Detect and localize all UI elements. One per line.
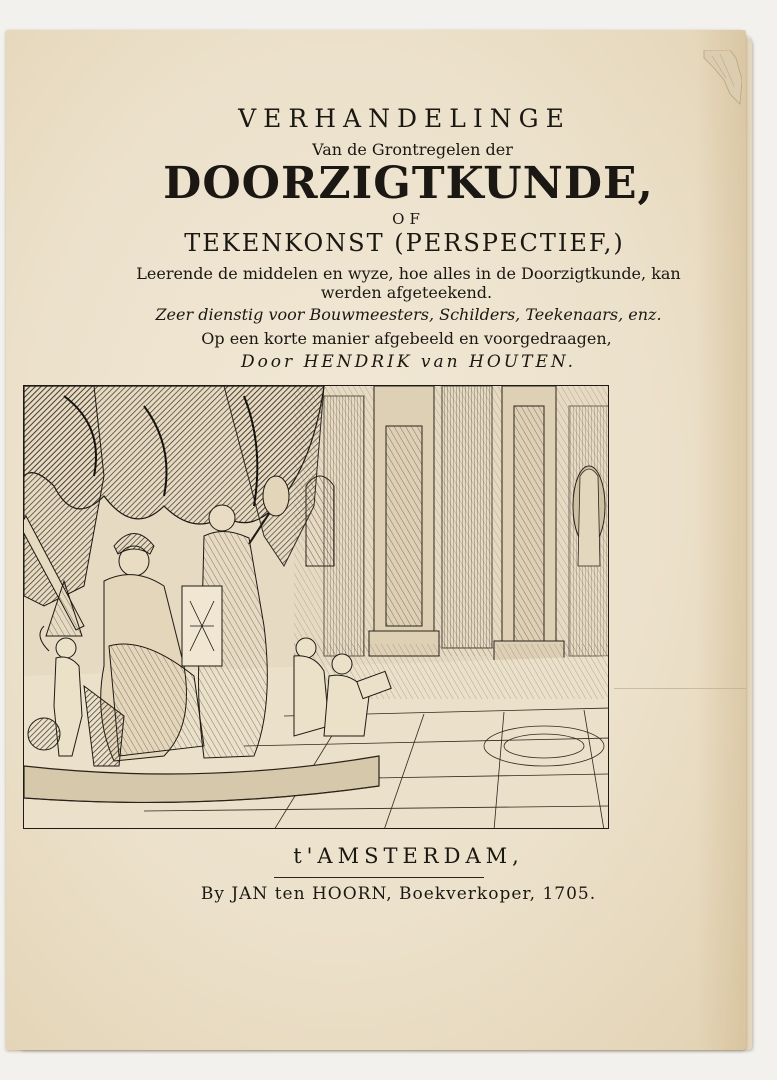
fold-crease (614, 688, 746, 689)
imprint-place: t'AMSTERDAM, (293, 844, 524, 868)
imprint-rule (274, 877, 484, 878)
engraving-illustration (24, 386, 609, 829)
description-line-2: werden afgeteekend. (320, 283, 493, 302)
description-manner: Op een korte manier afgebeeld en voorgedraagen, (201, 329, 612, 348)
frontispiece-engraving (23, 385, 609, 829)
description-audience: Zeer dienstig voor Bouwmeesters, Schilders, Teekenaars, enz. (155, 305, 662, 324)
subtitle-van-de: Van de Grontregelen der (312, 140, 513, 159)
main-title: DOORZIGTKUNDE, (163, 158, 654, 209)
title-tekenkonst: TEKENKONST (PERSPECTIEF,) (184, 229, 625, 257)
author-line: Door HENDRIK van HOUTEN. (240, 352, 577, 372)
title-of: OF (392, 210, 425, 228)
torn-corner (700, 50, 742, 110)
description-line-1: Leerende de middelen en wyze, hoe alles in de Doorzigtkunde, kan (136, 264, 681, 283)
title-verhandelinge: VERHANDELINGE (238, 104, 571, 133)
imprint-publisher: By JAN ten HOORN, Boekverkoper, 1705. (200, 884, 597, 904)
